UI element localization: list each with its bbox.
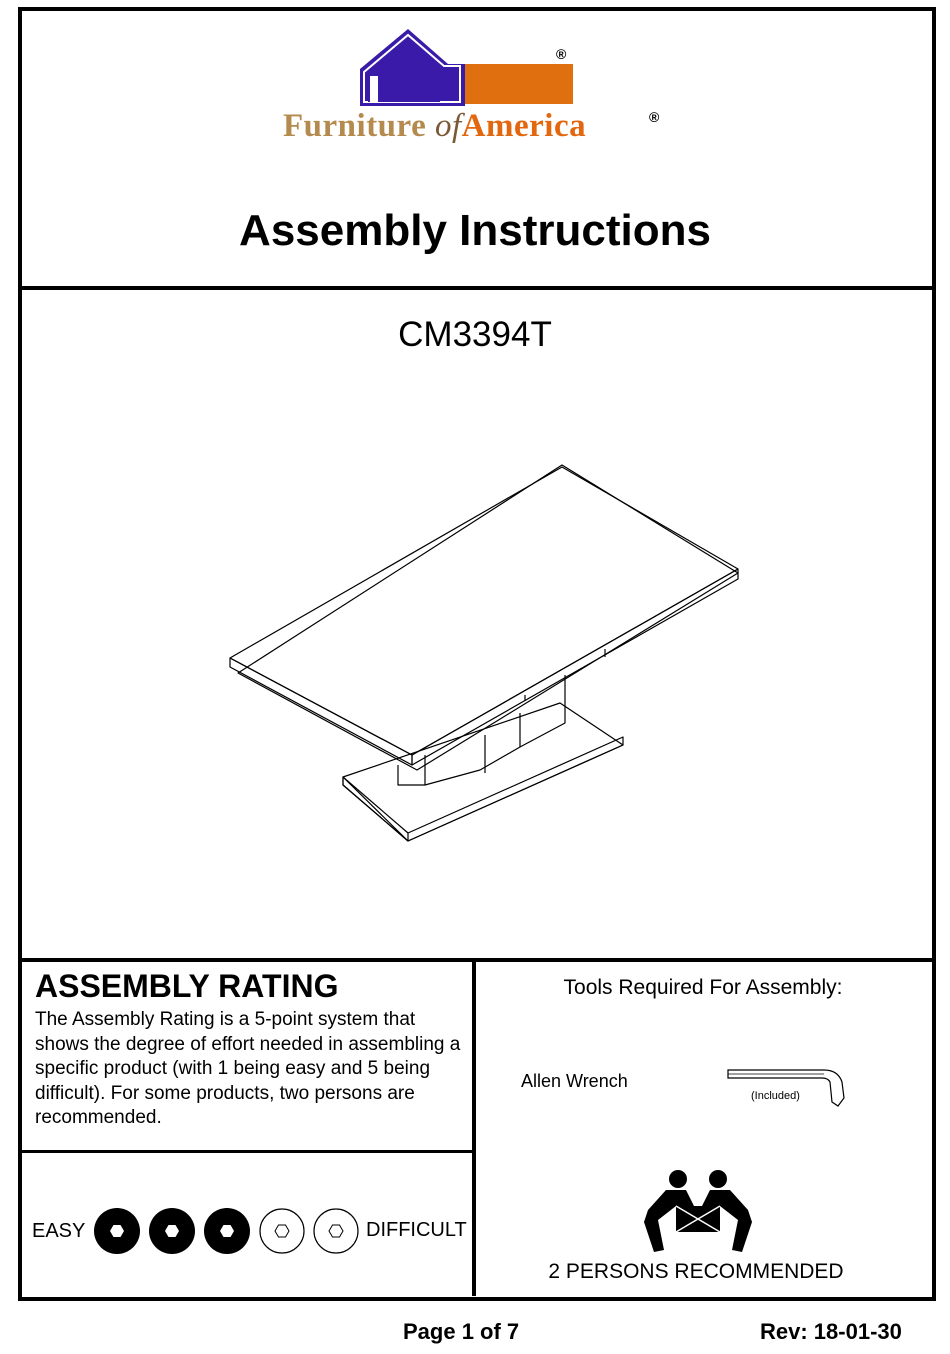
persons-recommended-label: 2 PERSONS RECOMMENDED	[548, 1260, 844, 1283]
rating-title: ASSEMBLY RATING	[35, 968, 339, 1004]
rating-sub-divider	[18, 1150, 474, 1153]
table-illustration	[220, 455, 760, 855]
allen-wrench-icon	[726, 1066, 848, 1110]
page-title: Assembly Instructions	[239, 206, 711, 255]
column-divider	[472, 960, 476, 1296]
tool-allen-wrench-note: (Included)	[751, 1090, 800, 1102]
brand-word-of: of	[434, 108, 462, 144]
brand-word-america: America	[461, 108, 587, 144]
rating-dot-filled-2	[149, 1208, 195, 1254]
brand-registered-mark: ®	[649, 109, 660, 125]
revision-label: Rev: 18-01-30	[760, 1319, 902, 1344]
tool-allen-wrench-label: Allen Wrench	[521, 1071, 628, 1091]
rating-dot-empty-4	[260, 1209, 304, 1253]
brand-name	[283, 108, 586, 145]
header-divider	[18, 286, 932, 290]
easy-label: EASY	[32, 1220, 86, 1242]
tools-title: Tools Required For Assembly:	[563, 976, 843, 999]
rating-scale	[93, 1206, 363, 1256]
brand-word-furniture: urniture	[303, 108, 427, 144]
two-persons-icon	[636, 1170, 760, 1256]
logo-registered-mark: ®	[556, 46, 567, 62]
rating-dot-filled-1	[94, 1208, 140, 1254]
model-number: CM3394T	[398, 315, 552, 354]
brand-initial: F	[283, 108, 304, 144]
difficult-label: DIFFICULT	[366, 1219, 467, 1241]
rating-dot-filled-3	[204, 1208, 250, 1254]
rating-dot-empty-5	[314, 1209, 358, 1253]
page-number: Page 1 of 7	[403, 1319, 520, 1344]
rating-description: The Assembly Rating is a 5-point system that shows the degree of effort needed in assembling a specific product (with 1 being easy and 5 being difficult). For some products, two persons are recommended.	[35, 1009, 461, 1128]
